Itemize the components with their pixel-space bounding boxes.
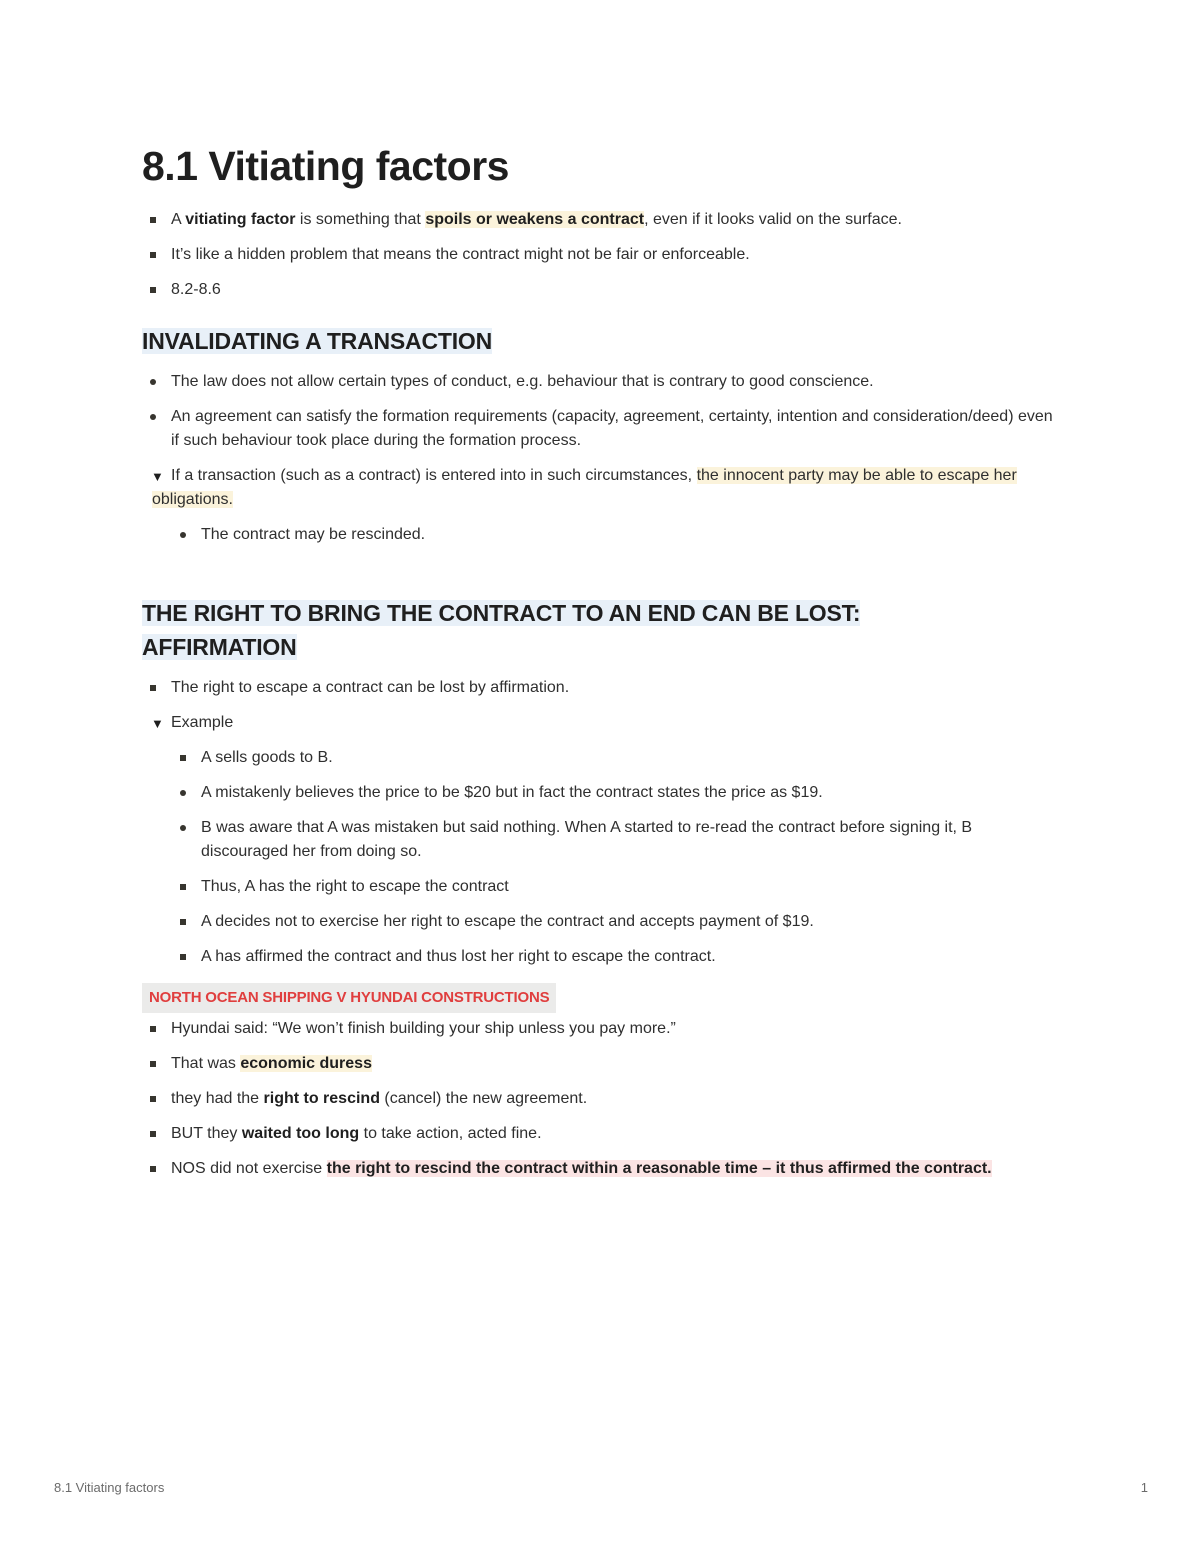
list-item-text: That was economic duress [171, 1055, 372, 1072]
list-item-text: NOS did not exercise the right to rescind the contract within a reasonable time – it thus affirmed the contract. [171, 1160, 992, 1177]
list-item-text: The law does not allow certain types of conduct, e.g. behaviour that is contrary to good conscience. [171, 373, 874, 390]
toggle-block[interactable] [142, 464, 1062, 512]
highlighted-text: the right to rescind the contract within a reasonable time – it thus affirmed the contract. [326, 1160, 992, 1177]
list-item-text: A decides not to exercise her right to escape the contract and accepts payment of $19. [201, 913, 814, 930]
list-item [142, 746, 1062, 770]
list-item-text: A mistakenly believes the price to be $20 but in fact the contract states the price as $19. [201, 784, 823, 801]
list-item [142, 208, 1062, 232]
list-item [142, 1087, 1062, 1111]
list-item-text: A has affirmed the contract and thus lost her right to escape the contract. [201, 948, 716, 965]
list-item [142, 1017, 1062, 1041]
list-item-text: A vitiating factor is something that spoils or weakens a contract, even if it looks valid on the surface. [171, 211, 902, 228]
toggle-text: If a transaction (such as a contract) is entered into in such circumstances, the innocent party may be able to escape her obligations. [152, 467, 1017, 508]
toggle-block[interactable] [142, 711, 1062, 735]
list-item [142, 875, 1062, 899]
list-item [142, 1157, 1062, 1181]
bold-term: waited too long [241, 1125, 360, 1142]
list-item-text: Thus, A has the right to escape the contract [201, 878, 509, 895]
list-item [142, 676, 1062, 700]
highlighted-text: spoils or weakens a contract [425, 211, 645, 228]
bold-term: vitiating factor [185, 211, 296, 228]
list-item-text: The contract may be rescinded. [201, 526, 426, 543]
list-item [142, 243, 1062, 267]
highlighted-text: the innocent party may be able to escape her obligations. [152, 467, 1017, 508]
list-item-text: Hyundai said: “We won’t finish building your ship unless you pay more.” [171, 1020, 676, 1037]
section-heading: INVALIDATING A TRANSACTION [142, 328, 492, 354]
page-content [142, 140, 1062, 1181]
list-item [142, 370, 1062, 394]
list-item-text: B was aware that A was mistaken but said nothing. When A started to re-read the contract before signing it, B discouraged her from doing so. [201, 819, 973, 860]
toggle-triangle-icon[interactable]: ▼ [151, 469, 164, 484]
toggle-label: Example [171, 714, 234, 731]
list-item [142, 910, 1062, 934]
bold-term: right to rescind [263, 1090, 380, 1107]
list-item [142, 816, 1062, 864]
case-label: NORTH OCEAN SHIPPING V HYUNDAI CONSTRUCTIONS [142, 983, 556, 1013]
list-item [142, 405, 1062, 453]
list-item-text: they had the right to rescind (cancel) the new agreement. [171, 1090, 588, 1107]
page-title: 8.1 Vitiating factors [142, 143, 509, 189]
section-heading: THE RIGHT TO BRING THE CONTRACT TO AN END CAN BE LOST: AFFIRMATION [142, 600, 861, 660]
list-item-text: A sells goods to B. [201, 749, 333, 766]
section-heading-block [142, 598, 932, 666]
footer-page-number: 1 [1140, 1480, 1148, 1495]
list-item-text: 8.2-8.6 [171, 281, 221, 298]
footer-document-name: 8.1 Vitiating factors [54, 1480, 165, 1495]
list-item [142, 278, 1062, 302]
section-heading-block [142, 326, 1062, 360]
list-item [142, 781, 1062, 805]
list-item-text: An agreement can satisfy the formation requirements (capacity, agreement, certainty, intention and consideration/deed) even if such behaviour took place during the formation process. [171, 408, 1053, 449]
list-item-text: The right to escape a contract can be lost by affirmation. [171, 679, 570, 696]
case-label-block [142, 983, 1062, 1013]
list-item-text: BUT they waited too long to take action, acted fine. [171, 1125, 542, 1142]
list-item [142, 945, 1062, 969]
toggle-triangle-icon[interactable]: ▼ [151, 716, 164, 731]
list-item [142, 1052, 1062, 1076]
list-item-text: It’s like a hidden problem that means the contract might not be fair or enforceable. [171, 246, 750, 263]
highlighted-text: economic duress [240, 1055, 372, 1072]
list-item [142, 523, 1062, 547]
list-item [142, 1122, 1062, 1146]
